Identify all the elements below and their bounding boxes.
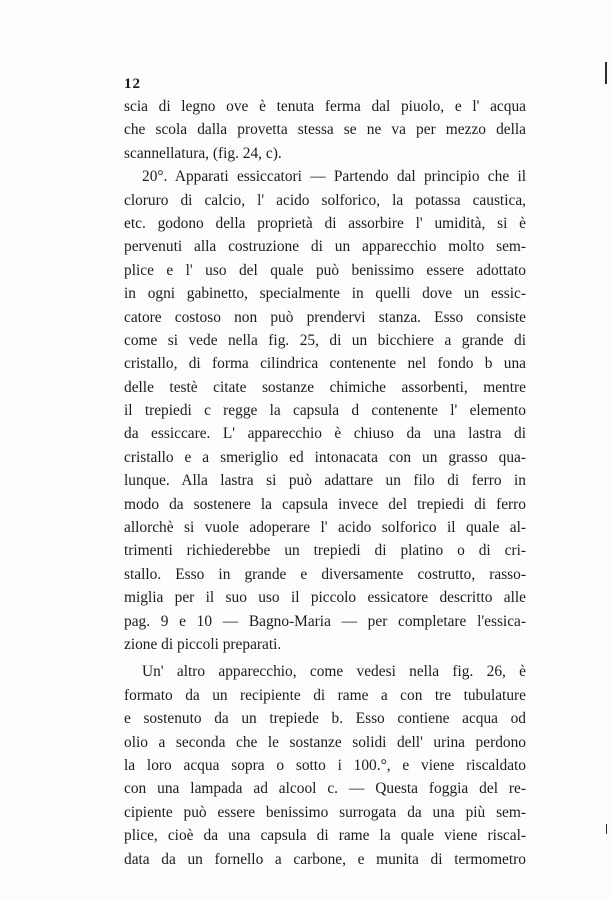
text-line: e sostenuto da un trepiede b. Esso contiene acqua od	[124, 710, 526, 728]
text-line: modo da sostenere la capsula invece del trepiedi di ferro	[124, 495, 526, 513]
text-line: zione di piccoli preparati.	[124, 635, 282, 653]
text-line: in ogni gabinetto, specialmente in quelli dove un essic-	[124, 285, 526, 303]
text-line: allorchè si vuole adoperare l' acido solforico il quale al-	[124, 519, 526, 537]
text-line: catore costoso non può prendervi stanza. Esso consiste	[124, 308, 526, 326]
text-line: data da un fornello a carbone, e munita di termometro	[124, 850, 526, 868]
text-line: scia di legno ove è tenuta ferma dal piuolo, e l' acqua	[124, 98, 526, 115]
text-line: etc. godono della proprietà di assorbire l' umidità, si è	[124, 214, 526, 232]
text-line: cloruro di calcio, l' acido solforico, la potassa caustica,	[124, 191, 526, 209]
body-text	[124, 95, 526, 871]
text-line: da essiccare. L' apparecchio è chiuso da una lastra di	[124, 425, 526, 443]
text-line: miglia per il suo uso il piccolo essicatore descritto alle	[124, 589, 526, 607]
text-line: con una lampada ad alcool c. — Questa foggia del re-	[124, 780, 526, 798]
text-line: come si vede nella fig. 25, di un bicchiere a grande di	[124, 331, 526, 349]
text-line: plice, cioè da una capsula di rame la quale viene riscal-	[124, 827, 526, 845]
text-line: il trepiedi c regge la capsula d contenente l' elemento	[124, 402, 526, 420]
page-edge-mark	[605, 62, 607, 84]
text-line: trimenti richiederebbe un trepiedi di platino o di cri-	[124, 542, 526, 560]
page-number: 12	[124, 76, 141, 92]
paragraph-start-line: Un' altro apparecchio, come vedesi nella fig. 26, è	[142, 663, 526, 681]
text-line: delle testè citate sostanze chimiche assorbenti, mentre	[124, 378, 526, 396]
text-line: la loro acqua sopra o sotto i 100.°, e viene riscaldato	[124, 756, 526, 774]
section-heading-line: 20°. Apparati essiccatori — Partendo dal principio che il	[142, 168, 526, 186]
text-line: olio a seconda che le sostanze solidi dell' urina perdono	[124, 733, 526, 751]
text-line: stallo. Esso in grande e diversamente costrutto, rasso-	[124, 565, 526, 583]
text-line: lunque. Alla lastra si può adattare un filo di ferro in	[124, 472, 526, 490]
text-line: cristallo e a smeriglio ed intonacata con un grasso qua-	[124, 448, 526, 466]
text-line: cristallo, di forma cilindrica contenente nel fondo b una	[124, 355, 526, 373]
text-line: plice e l' uso del quale può benissimo essere adottato	[124, 261, 526, 279]
text-line: scannellatura, (fig. 24, c).	[124, 144, 282, 162]
page-edge-mark	[606, 824, 607, 834]
text-line: che scola dalla provetta stessa se ne va per mezzo della	[124, 121, 526, 139]
text-line: formato da un recipiente di rame a con tre tubulature	[124, 686, 526, 704]
text-line: pag. 9 e 10 — Bagno-Maria — per completare l'essica-	[124, 612, 526, 630]
text-line: pervenuti alla costruzione di un apparecchio molto sem-	[124, 238, 526, 256]
text-line: cipiente può essere benissimo surrogata da una più sem-	[124, 803, 526, 821]
